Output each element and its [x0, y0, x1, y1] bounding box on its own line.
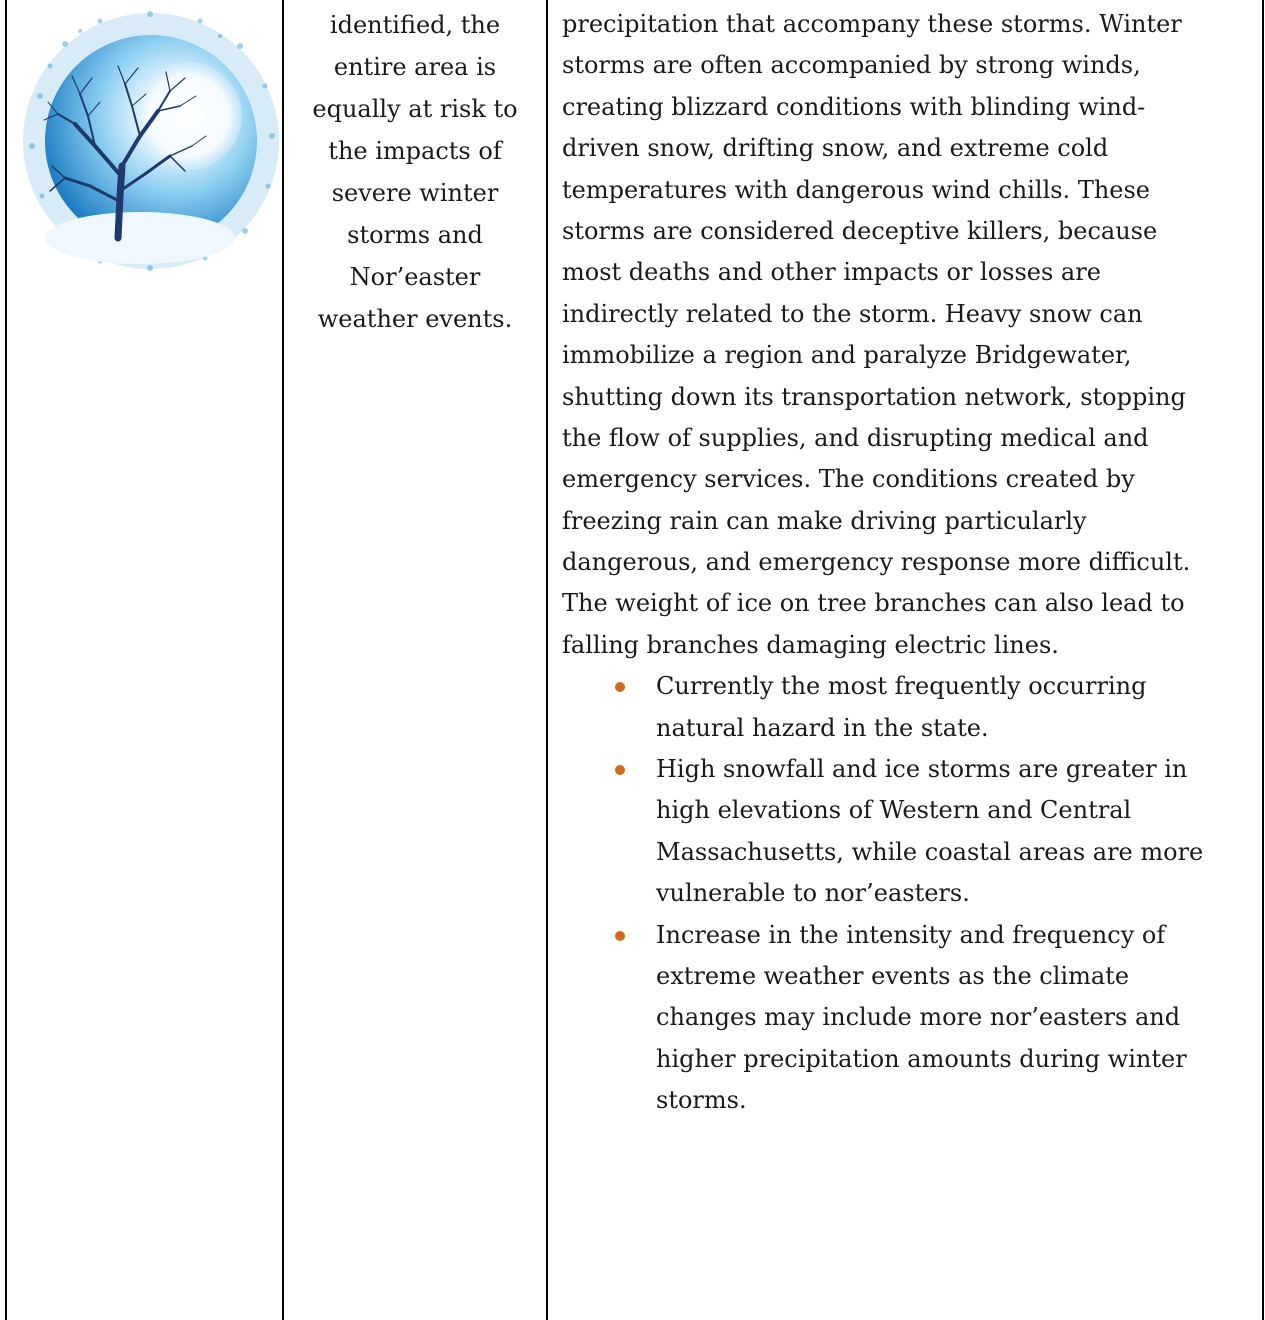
bullet-line: changes may include more nor’easters and: [656, 1003, 1181, 1032]
bullet-dot-icon: [615, 765, 625, 775]
risk-summary-line: weather events.: [317, 305, 513, 333]
risk-summary-line: storms and: [347, 221, 483, 249]
paragraph-line: shutting down its transportation network, stopping: [562, 382, 1186, 411]
paragraph-line: the flow of supplies, and disrupting medical and: [562, 423, 1149, 452]
list-item: [562, 666, 1252, 749]
bullet-line: higher precipitation amounts during winter: [656, 1044, 1187, 1073]
hazard-description-paragraph: [562, 4, 1252, 666]
bullet-line: natural hazard in the state.: [656, 713, 989, 742]
bullet-dot-icon: [615, 682, 625, 692]
table-border-col2: [546, 0, 548, 1320]
paragraph-line: driven snow, drifting snow, and extreme cold: [562, 134, 1109, 163]
bullet-dot-icon: [615, 931, 625, 941]
hazard-description-cell: [562, 4, 1252, 1122]
paragraph-line: temperatures with dangerous wind chills. These: [562, 175, 1150, 204]
winter-tree-icon: [20, 6, 282, 276]
paragraph-line: storms are considered deceptive killers, because: [562, 216, 1158, 245]
bullet-line: High snowfall and ice storms are greater in: [656, 755, 1188, 784]
list-item: [562, 749, 1252, 915]
bullet-line: Currently the most frequently occurring: [656, 672, 1147, 701]
bullet-line: storms.: [656, 1086, 747, 1115]
paragraph-line: emergency services. The conditions created by: [562, 465, 1135, 494]
paragraph-line: creating blizzard conditions with blinding wind-: [562, 92, 1146, 121]
risk-summary-line: equally at risk to: [312, 95, 518, 123]
paragraph-line: precipitation that accompany these storms. Winter: [562, 10, 1182, 38]
paragraph-line: immobilize a region and paralyze Bridgewater,: [562, 341, 1132, 370]
paragraph-line: indirectly related to the storm. Heavy snow can: [562, 299, 1143, 328]
bullet-line: vulnerable to nor’easters.: [656, 879, 970, 908]
hazard-bullet-list: [562, 666, 1252, 1121]
paragraph-line: freezing rain can make driving particularly: [562, 506, 1087, 535]
risk-summary-cell: [284, 0, 546, 340]
risk-summary-line: severe winter: [331, 179, 499, 207]
risk-summary-line: entire area is: [333, 53, 497, 81]
paragraph-line: The weight of ice on tree branches can also lead to: [562, 589, 1185, 618]
paragraph-line: falling branches damaging electric lines.: [562, 630, 1059, 659]
risk-summary-line: the impacts of: [328, 137, 502, 165]
paragraph-line: dangerous, and emergency response more difficult.: [562, 548, 1191, 577]
bullet-line: extreme weather events as the climate: [656, 961, 1130, 990]
table-border-left: [5, 0, 7, 1320]
list-item: [562, 915, 1252, 1122]
risk-summary-line: identified, the: [329, 11, 501, 39]
table-border-right: [1262, 0, 1264, 1320]
winter-tree-image: [20, 6, 282, 276]
paragraph-line: storms are often accompanied by strong winds,: [562, 51, 1141, 80]
bullet-line: Massachusetts, while coastal areas are more: [656, 837, 1204, 866]
risk-summary-line: Nor’easter: [349, 263, 481, 291]
bullet-line: Increase in the intensity and frequency of: [656, 920, 1166, 949]
paragraph-line: most deaths and other impacts or losses are: [562, 258, 1101, 287]
bullet-line: high elevations of Western and Central: [656, 796, 1132, 825]
